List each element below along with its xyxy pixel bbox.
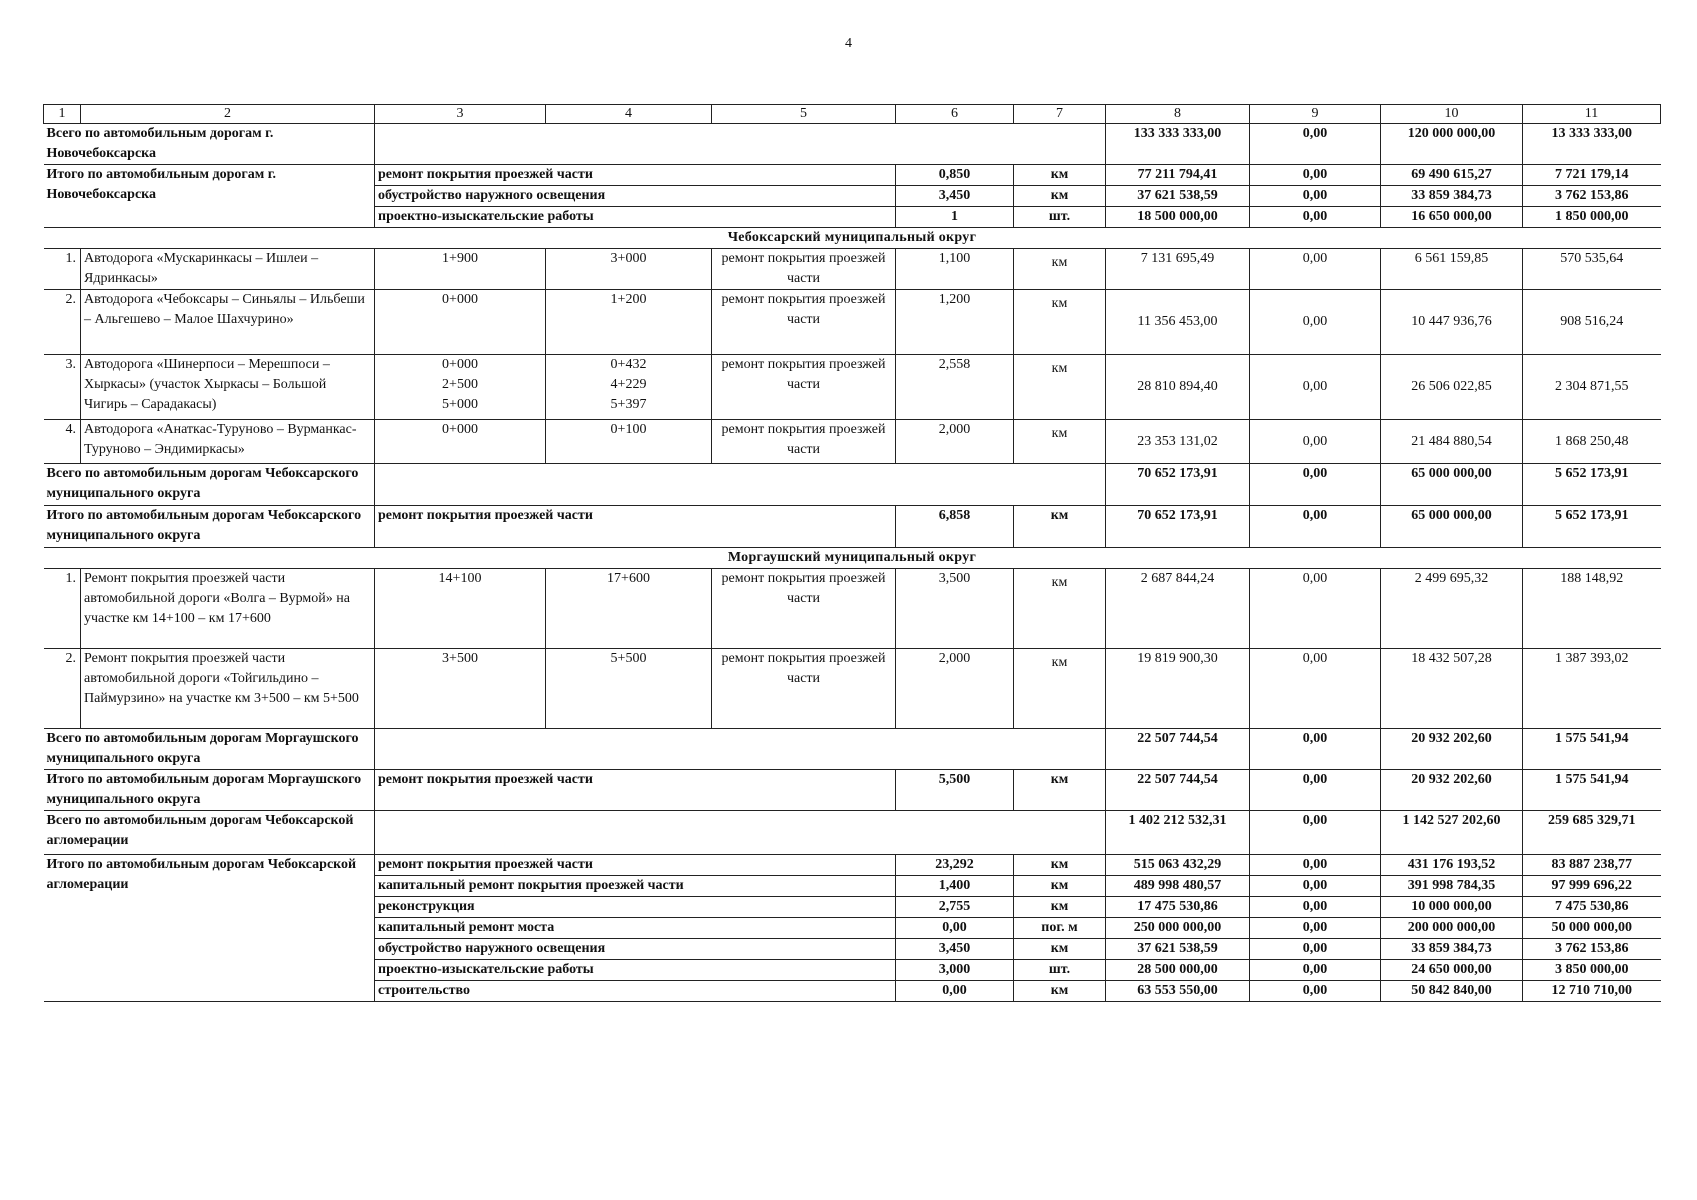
aggl-itogo-label: Итого по автомобильным дорогам Чебоксарской агломерации <box>44 855 375 1002</box>
unit: км <box>1014 290 1106 355</box>
aggl-total-col11: 259 685 329,71 <box>1523 811 1661 855</box>
unit: км <box>1014 876 1106 897</box>
quantity: 2,755 <box>896 897 1014 918</box>
col8-amount: 23 353 131,02 <box>1106 420 1250 464</box>
chainage-start: 1+900 <box>375 249 546 290</box>
chainage-start: 0+000 <box>375 420 546 464</box>
quantity: 1 <box>896 207 1014 228</box>
item-number: 4. <box>44 420 81 464</box>
cheb-total-col11: 5 652 173,91 <box>1523 464 1661 506</box>
column-number-7: 7 <box>1014 105 1106 124</box>
road-name: Ремонт покрытия проезжей части автомобильной дороги «Тойгильдино – Паймурзино» на участке км 3+500 – км 5+500 <box>81 649 375 729</box>
quantity: 3,500 <box>896 569 1014 649</box>
col10-amount: 69 490 615,27 <box>1381 165 1523 186</box>
col9-amount: 0,00 <box>1250 207 1381 228</box>
col10-amount: 33 859 384,73 <box>1381 186 1523 207</box>
item-number: 2. <box>44 649 81 729</box>
col8-amount: 7 131 695,49 <box>1106 249 1250 290</box>
morg-itogo-row <box>44 770 1661 811</box>
aggl-total-row <box>44 811 1661 855</box>
unit: км <box>1014 165 1106 186</box>
col11-amount: 570 535,64 <box>1523 249 1661 290</box>
chainage-end: 17+600 <box>546 569 712 649</box>
work-type: ремонт покрытия проезжей части <box>712 649 896 729</box>
item-number: 3. <box>44 355 81 420</box>
unit: км <box>1014 420 1106 464</box>
work-type: проектно-изыскательские работы <box>375 207 896 228</box>
cheb-item-row <box>44 355 1661 420</box>
morg-total-row <box>44 729 1661 770</box>
chainage-start: 3+500 <box>375 649 546 729</box>
col11-amount: 3 762 153,86 <box>1523 939 1661 960</box>
aggl-itogo-row <box>44 855 1661 876</box>
quantity: 23,292 <box>896 855 1014 876</box>
col11-amount: 1 387 393,02 <box>1523 649 1661 729</box>
novo-total-label: Всего по автомобильным дорогам г. Новочебоксарска <box>44 124 375 165</box>
col8-amount: 11 356 453,00 <box>1106 290 1250 355</box>
road-name: Автодорога «Чебоксары – Синьялы – Ильбеши – Альгешево – Малое Шахчурино» <box>81 290 375 355</box>
column-number-2: 2 <box>81 105 375 124</box>
col11-amount: 12 710 710,00 <box>1523 981 1661 1002</box>
col9-amount: 0,00 <box>1250 770 1381 811</box>
cheb-item-row <box>44 249 1661 290</box>
novo-total-col9: 0,00 <box>1250 124 1381 165</box>
col9-amount: 0,00 <box>1250 960 1381 981</box>
chainage-end: 3+000 <box>546 249 712 290</box>
quantity: 1,200 <box>896 290 1014 355</box>
item-number: 1. <box>44 569 81 649</box>
work-type: ремонт покрытия проезжей части <box>375 506 896 548</box>
work-type: ремонт покрытия проезжей части <box>712 290 896 355</box>
morg-item-row <box>44 649 1661 729</box>
col8-amount: 19 819 900,30 <box>1106 649 1250 729</box>
column-number-11: 11 <box>1523 105 1661 124</box>
chainage-start: 14+100 <box>375 569 546 649</box>
col11-amount: 5 652 173,91 <box>1523 506 1661 548</box>
unit: км <box>1014 186 1106 207</box>
unit: км <box>1014 897 1106 918</box>
col11-amount: 3 850 000,00 <box>1523 960 1661 981</box>
cheb-total-col9: 0,00 <box>1250 464 1381 506</box>
col9-amount: 0,00 <box>1250 939 1381 960</box>
col10-amount: 10 000 000,00 <box>1381 897 1523 918</box>
quantity: 0,00 <box>896 918 1014 939</box>
morg-total-col9: 0,00 <box>1250 729 1381 770</box>
unit: км <box>1014 649 1106 729</box>
col8-amount: 28 500 000,00 <box>1106 960 1250 981</box>
item-number: 1. <box>44 249 81 290</box>
col8-amount: 489 998 480,57 <box>1106 876 1250 897</box>
column-number-3: 3 <box>375 105 546 124</box>
morg-total-col10: 20 932 202,60 <box>1381 729 1523 770</box>
page-number: 4 <box>845 36 852 51</box>
column-number-5: 5 <box>712 105 896 124</box>
morg-total-col11: 1 575 541,94 <box>1523 729 1661 770</box>
col9-amount: 0,00 <box>1250 249 1381 290</box>
col10-amount: 20 932 202,60 <box>1381 770 1523 811</box>
cheb-itogo-label: Итого по автомобильным дорогам Чебоксарского муниципального округа <box>44 506 375 548</box>
column-number-10: 10 <box>1381 105 1523 124</box>
col9-amount: 0,00 <box>1250 981 1381 1002</box>
col9-amount: 0,00 <box>1250 897 1381 918</box>
col9-amount: 0,00 <box>1250 918 1381 939</box>
col11-amount: 3 762 153,86 <box>1523 186 1661 207</box>
quantity: 0,850 <box>896 165 1014 186</box>
col10-amount: 10 447 936,76 <box>1381 290 1523 355</box>
unit: км <box>1014 569 1106 649</box>
col11-amount: 83 887 238,77 <box>1523 855 1661 876</box>
chainage-start: 0+000 <box>375 290 546 355</box>
work-type: ремонт покрытия проезжей части <box>712 420 896 464</box>
col8-amount: 18 500 000,00 <box>1106 207 1250 228</box>
chainage-end: 1+200 <box>546 290 712 355</box>
chainage-end: 0+100 <box>546 420 712 464</box>
col10-amount: 2 499 695,32 <box>1381 569 1523 649</box>
col11-amount: 908 516,24 <box>1523 290 1661 355</box>
col11-amount: 7 475 530,86 <box>1523 897 1661 918</box>
novo-itogo-label: Итого по автомобильным дорогам г. Новочебоксарска <box>44 165 375 228</box>
work-type: ремонт покрытия проезжей части <box>712 569 896 649</box>
col9-amount: 0,00 <box>1250 165 1381 186</box>
morg-item-row <box>44 569 1661 649</box>
quantity: 3,000 <box>896 960 1014 981</box>
col10-amount: 391 998 784,35 <box>1381 876 1523 897</box>
col9-amount: 0,00 <box>1250 649 1381 729</box>
aggl-total-label: Всего по автомобильным дорогам Чебоксарской агломерации <box>44 811 375 855</box>
aggl-total-col10: 1 142 527 202,60 <box>1381 811 1523 855</box>
road-name: Ремонт покрытия проезжей части автомобильной дороги «Волга – Вурмой» на участке км 14+100 – км 17+600 <box>81 569 375 649</box>
col10-amount: 50 842 840,00 <box>1381 981 1523 1002</box>
quantity: 5,500 <box>896 770 1014 811</box>
unit: шт. <box>1014 207 1106 228</box>
road-name: Автодорога «Мускаринкасы – Ишлеи – Ядринкасы» <box>81 249 375 290</box>
quantity: 6,858 <box>896 506 1014 548</box>
unit: км <box>1014 355 1106 420</box>
quantity: 2,000 <box>896 649 1014 729</box>
work-type: ремонт покрытия проезжей части <box>375 165 896 186</box>
road-name: Автодорога «Шинерпоси – Мерешпоси – Хыркасы» (участок Хыркасы – Большой Чигирь – Сарадакасы) <box>81 355 375 420</box>
cheb-total-row <box>44 464 1661 506</box>
work-type: реконструкция <box>375 897 896 918</box>
quantity: 3,450 <box>896 939 1014 960</box>
col11-amount: 50 000 000,00 <box>1523 918 1661 939</box>
column-number-4: 4 <box>546 105 712 124</box>
cheb-total-label: Всего по автомобильным дорогам Чебоксарского муниципального округа <box>44 464 375 506</box>
novo-total-col8: 133 333 333,00 <box>1106 124 1250 165</box>
chainage-start: 0+000 2+500 5+000 <box>375 355 546 420</box>
col10-amount: 65 000 000,00 <box>1381 506 1523 548</box>
unit: км <box>1014 981 1106 1002</box>
quantity: 2,000 <box>896 420 1014 464</box>
col9-amount: 0,00 <box>1250 290 1381 355</box>
morg-total-blank <box>375 729 1106 770</box>
col8-amount: 37 621 538,59 <box>1106 939 1250 960</box>
col10-amount: 33 859 384,73 <box>1381 939 1523 960</box>
col8-amount: 250 000 000,00 <box>1106 918 1250 939</box>
work-type: ремонт покрытия проезжей части <box>375 770 896 811</box>
col8-amount: 77 211 794,41 <box>1106 165 1250 186</box>
col11-amount: 1 868 250,48 <box>1523 420 1661 464</box>
chainage-end: 5+500 <box>546 649 712 729</box>
col8-amount: 63 553 550,00 <box>1106 981 1250 1002</box>
novo-total-blank <box>375 124 1106 165</box>
unit: км <box>1014 249 1106 290</box>
work-type: капитальный ремонт покрытия проезжей части <box>375 876 896 897</box>
col9-amount: 0,00 <box>1250 506 1381 548</box>
item-number: 2. <box>44 290 81 355</box>
novo-total-col10: 120 000 000,00 <box>1381 124 1523 165</box>
column-number-6: 6 <box>896 105 1014 124</box>
quantity: 0,00 <box>896 981 1014 1002</box>
unit: км <box>1014 506 1106 548</box>
col11-amount: 188 148,92 <box>1523 569 1661 649</box>
col10-amount: 26 506 022,85 <box>1381 355 1523 420</box>
work-type: капитальный ремонт моста <box>375 918 896 939</box>
aggl-total-col8: 1 402 212 532,31 <box>1106 811 1250 855</box>
cheb-section-title: Чебоксарский муниципальный округ <box>44 228 1661 249</box>
col9-amount: 0,00 <box>1250 855 1381 876</box>
col10-amount: 431 176 193,52 <box>1381 855 1523 876</box>
col9-amount: 0,00 <box>1250 569 1381 649</box>
cheb-section-row <box>44 228 1661 249</box>
work-type: ремонт покрытия проезжей части <box>712 249 896 290</box>
col10-amount: 24 650 000,00 <box>1381 960 1523 981</box>
unit: км <box>1014 770 1106 811</box>
column-number-8: 8 <box>1106 105 1250 124</box>
col11-amount: 2 304 871,55 <box>1523 355 1661 420</box>
col8-amount: 22 507 744,54 <box>1106 770 1250 811</box>
aggl-total-blank <box>375 811 1106 855</box>
novo-total-col11: 13 333 333,00 <box>1523 124 1661 165</box>
quantity: 3,450 <box>896 186 1014 207</box>
work-type: обустройство наружного освещения <box>375 186 896 207</box>
cheb-item-row <box>44 290 1661 355</box>
col8-amount: 70 652 173,91 <box>1106 506 1250 548</box>
col10-amount: 200 000 000,00 <box>1381 918 1523 939</box>
col9-amount: 0,00 <box>1250 186 1381 207</box>
header-row <box>44 105 1661 124</box>
unit: км <box>1014 939 1106 960</box>
col8-amount: 2 687 844,24 <box>1106 569 1250 649</box>
work-type: строительство <box>375 981 896 1002</box>
col11-amount: 1 850 000,00 <box>1523 207 1661 228</box>
col8-amount: 515 063 432,29 <box>1106 855 1250 876</box>
aggl-total-col9: 0,00 <box>1250 811 1381 855</box>
work-type: ремонт покрытия проезжей части <box>712 355 896 420</box>
unit: шт. <box>1014 960 1106 981</box>
col8-amount: 28 810 894,40 <box>1106 355 1250 420</box>
work-type: обустройство наружного освещения <box>375 939 896 960</box>
unit: км <box>1014 855 1106 876</box>
novo-itogo-row <box>44 165 1661 186</box>
column-number-1: 1 <box>44 105 81 124</box>
chainage-end: 0+432 4+229 5+397 <box>546 355 712 420</box>
col11-amount: 97 999 696,22 <box>1523 876 1661 897</box>
cheb-item-row <box>44 420 1661 464</box>
col11-amount: 7 721 179,14 <box>1523 165 1661 186</box>
unit: пог. м <box>1014 918 1106 939</box>
col9-amount: 0,00 <box>1250 420 1381 464</box>
cheb-total-col8: 70 652 173,91 <box>1106 464 1250 506</box>
col10-amount: 16 650 000,00 <box>1381 207 1523 228</box>
cheb-total-col10: 65 000 000,00 <box>1381 464 1523 506</box>
col10-amount: 6 561 159,85 <box>1381 249 1523 290</box>
morg-itogo-label: Итого по автомобильным дорогам Моргаушского муниципального округа <box>44 770 375 811</box>
quantity: 2,558 <box>896 355 1014 420</box>
col8-amount: 37 621 538,59 <box>1106 186 1250 207</box>
column-number-9: 9 <box>1250 105 1381 124</box>
work-type: ремонт покрытия проезжей части <box>375 855 896 876</box>
col8-amount: 17 475 530,86 <box>1106 897 1250 918</box>
cheb-itogo-row <box>44 506 1661 548</box>
work-type: проектно-изыскательские работы <box>375 960 896 981</box>
morg-total-label: Всего по автомобильным дорогам Моргаушского муниципального округа <box>44 729 375 770</box>
morg-section-title: Моргаушский муниципальный округ <box>44 548 1661 569</box>
morg-total-col8: 22 507 744,54 <box>1106 729 1250 770</box>
col9-amount: 0,00 <box>1250 355 1381 420</box>
quantity: 1,400 <box>896 876 1014 897</box>
col10-amount: 18 432 507,28 <box>1381 649 1523 729</box>
morg-section-row <box>44 548 1661 569</box>
road-name: Автодорога «Анаткас-Туруново – Вурманкас-Туруново – Эндимиркасы» <box>81 420 375 464</box>
cheb-total-blank <box>375 464 1106 506</box>
novo-total-row <box>44 124 1661 165</box>
road-works-table <box>43 104 1661 1002</box>
col10-amount: 21 484 880,54 <box>1381 420 1523 464</box>
quantity: 1,100 <box>896 249 1014 290</box>
col11-amount: 1 575 541,94 <box>1523 770 1661 811</box>
col9-amount: 0,00 <box>1250 876 1381 897</box>
